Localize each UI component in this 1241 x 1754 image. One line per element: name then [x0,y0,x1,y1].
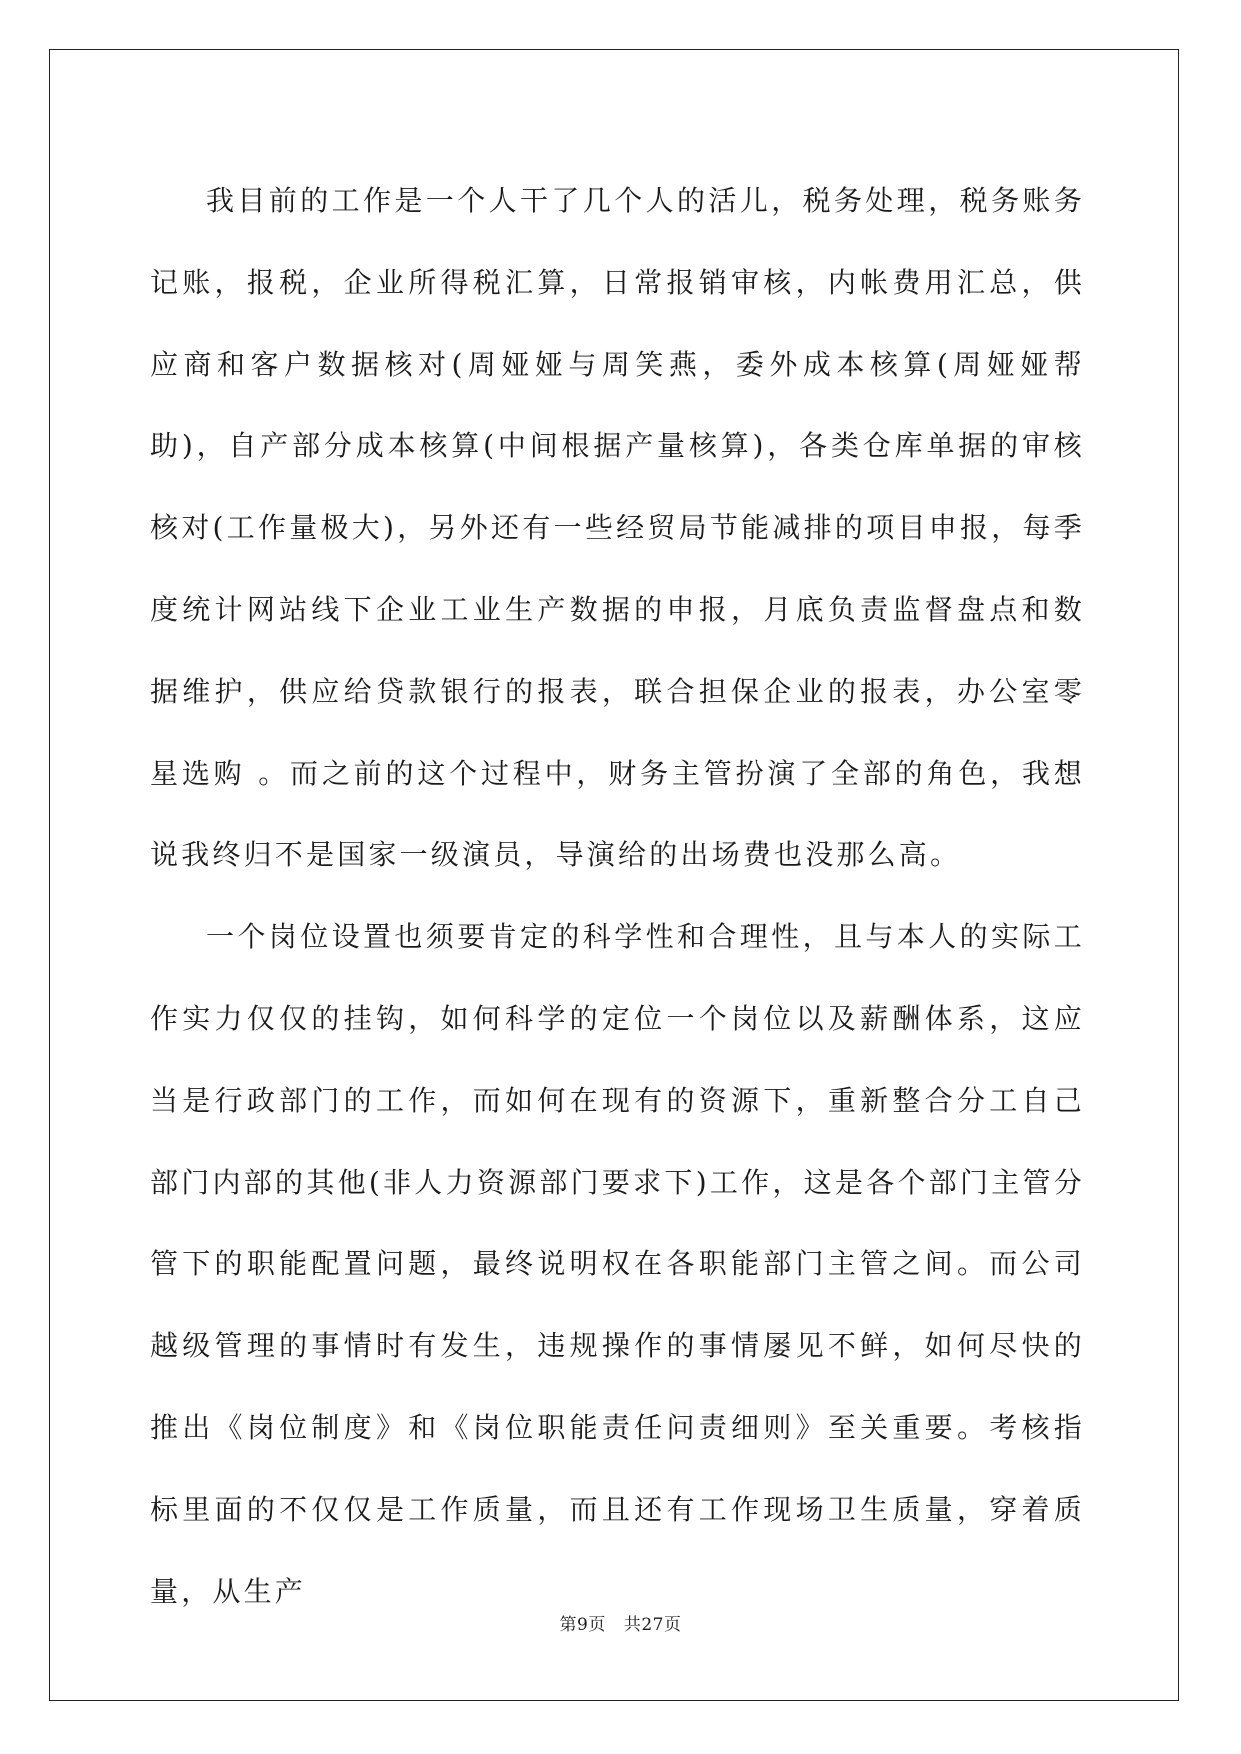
page-footer [0,1610,1241,1635]
paragraph: 我目前的工作是一个人干了几个人的活儿，税务处理，税务账务记账，报税，企业所得税汇算，日常报销审核，内帐费用汇总，供应商和客户数据核对(周娅娅与周笑燕，委外成本核算(周娅娅帮助)，自产部分成本核算(中间根据产量核算)，各类仓库单据的审核核对(工作量极大)，另外还有一些经贸局节能减排的项目申报，每季度统计网站线下企业工业生产数据的申报，月底负责监督盘点和数据维护，供应给贷款银行的报表，联合担保企业的报表，办公室零星选购 。而之前的这个过程中，财务主管扮演了全部的角色，我想说我终归不是国家一级演员，导演给的出场费也没那么高。 [150,184,1085,872]
paragraph: 一个岗位设置也须要肯定的科学性和合理性，且与本人的实际工作实力仅仅的挂钩，如何科学的定位一个岗位以及薪酬体系，这应当是行政部门的工作，而如何在现有的资源下，重新整合分工自己部门内部的其他(非人力资源部门要求下)工作，这是各个部门主管分管下的职能配置问题，最终说明权在各职能部门主管之间。而公司越级管理的事情时有发生，违规操作的事情屡见不鲜，如何尽快的推出《岗位制度》和《岗位职能责任问责细则》至关重要。考核指标里面的不仅仅是工作质量，而且还有工作现场卫生质量，穿着质量，从生产 [150,920,1085,1608]
document-body [150,160,1085,1632]
current-page-number: 第9页 [559,1615,606,1635]
total-page-count: 共27页 [623,1615,682,1635]
